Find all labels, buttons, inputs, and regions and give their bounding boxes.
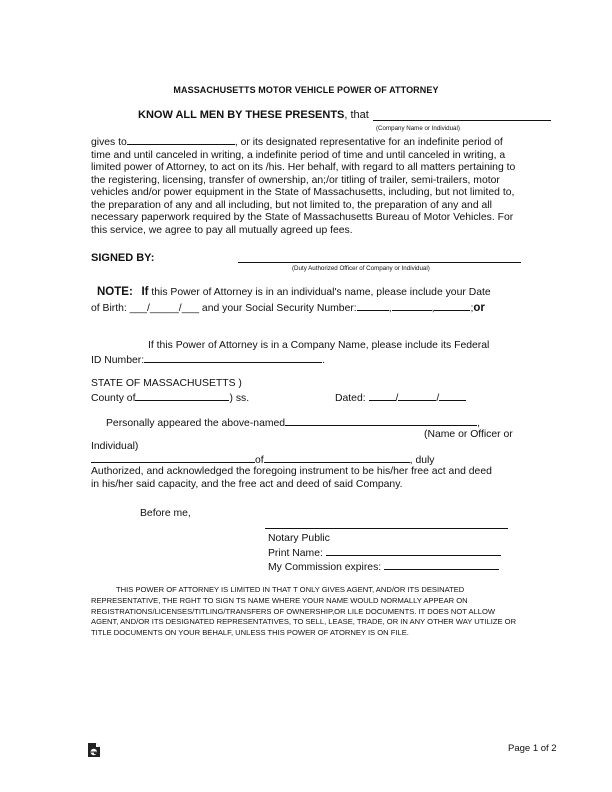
note-or: or <box>473 302 485 314</box>
print-name-line <box>268 546 501 561</box>
dated-line: Dated: / / <box>335 391 466 406</box>
signed-by-caption: (Duty Authorized Officer of Company or Individual) <box>292 265 430 272</box>
know-all-men-line <box>138 109 369 121</box>
county-ss: ) ss. <box>229 393 250 404</box>
gives-to-label: gives to <box>91 137 127 148</box>
appeared-name-field[interactable] <box>285 416 477 426</box>
authorization-text: , or its designated representative for an indefinite period of time and until canceled in writing, a indefinite period of time and until canceled in writing, a limited power of Attorney, to act on its /his. Her behalf, with regard to all matters pertaining to the registering, licensing, transfer of ownership, an;/or titling of trailer, semi-trailers, motor vehicles and/or power equipment in the State of Massachusetts, including, but not limited to, the preparation of any and all including, but not limited to, the preparation of any and all necessary paperwork required by the State of Massachusetts Bureau of Motor Vehicles. For this service, we agree to pay all mutually agreed up fees. <box>91 137 516 236</box>
dated-day-field[interactable] <box>398 391 436 401</box>
note-line-1 <box>97 286 491 298</box>
note-if: If <box>141 286 149 298</box>
appeared-label: Personally appeared the above-named <box>106 418 286 429</box>
commission-label: My Commission expires: <box>268 562 382 573</box>
company-of-field[interactable] <box>264 453 410 463</box>
before-me-label: Before me, <box>140 508 191 519</box>
print-name-label: Print Name: <box>268 548 323 559</box>
duly-label: , duly <box>409 455 435 466</box>
county-label: County of <box>91 393 136 404</box>
name-officer-caption-2: Individual) <box>91 441 139 452</box>
dated-month-field[interactable] <box>369 391 396 401</box>
ssn-field-3[interactable] <box>434 301 470 311</box>
signed-by-label: SIGNED BY: <box>91 252 155 264</box>
dated-label: Dated: <box>335 393 366 404</box>
officer-name-field[interactable] <box>91 453 255 463</box>
company-line-1: If this Power of Attorney is in a Company Name, please include its Federal <box>148 340 490 351</box>
company-name-caption: (Company Name or Individual) <box>376 125 460 132</box>
ssn-field-1[interactable] <box>357 301 389 311</box>
note-line-2: of Birth: ___/_____/___ and your Social Security Number: , , ;or <box>91 302 485 314</box>
federal-id-field[interactable] <box>144 353 322 363</box>
name-officer-caption-1: (Name or Officer or <box>424 429 513 440</box>
notary-signature-line[interactable] <box>265 528 508 529</box>
of-label: of <box>255 455 264 466</box>
know-all-men-heading: KNOW ALL MEN BY THESE PRESENTS <box>138 109 345 121</box>
note-text-1: this Power of Attorney is in an individual's name, please include your Date <box>151 287 491 298</box>
note-label: NOTE: <box>97 286 133 298</box>
page-number: Page 1 of 2 <box>508 743 557 754</box>
limitation-notice: THIS POWER OF ATTORNEY IS LIMITED IN THAT T ONLY GIVES AGENT, AND/OR ITS DESINATED REPRESENTATIVE, THE RGHT TO SIGN TS NAME WHERE YOUR NAME WOULD NORMALLY APPEAR ON REGISTRATIONS/LICENSES/TITLING/TRANSFERS OF OWNERSHIP,OR LILE DOCUMENTS. IT DOES NOT ALLOW AGENT, AND/OR ITS DESIGNATED REPRESENTATIVES, TO SELL, LEASE, TRADE, OR IN ANY OTHER WAY UTILIZE OR TITLE DOCUMENTS ON YOUR BEHALF, UNLESS THIS POWER OF ATORNEY IS ON FILE. <box>91 585 517 638</box>
authorized-line-1: Authorized, and acknowledged the foregoing instrument to be his/her free act and deed <box>91 466 492 477</box>
commission-line <box>268 560 499 575</box>
notary-public-label: Notary Public <box>268 533 330 544</box>
eforms-logo-icon <box>87 742 101 758</box>
federal-id-label: ID Number: <box>91 355 145 366</box>
signed-by-field[interactable] <box>238 252 521 263</box>
county-line <box>91 391 249 406</box>
know-suffix: , that <box>344 109 369 121</box>
dated-year-field[interactable] <box>439 391 466 401</box>
county-field[interactable] <box>135 391 229 401</box>
ssn-field-2[interactable] <box>392 301 432 311</box>
authorization-paragraph <box>91 135 525 237</box>
state-label: STATE OF MASSACHUSETTS ) <box>91 378 242 389</box>
company-name-field[interactable] <box>373 110 551 121</box>
authorized-line-2: in his/her said capacity, and the free act and deed of said Company. <box>91 479 403 490</box>
document-title: MASSACHUSETTS MOTOR VEHICLE POWER OF ATTORNEY <box>173 85 439 95</box>
company-line-2: ID Number: . <box>91 355 326 366</box>
commission-field[interactable] <box>384 560 499 570</box>
agent-name-field[interactable] <box>127 135 235 145</box>
note-text-2: of Birth: ___/_____/___ and your Social Security Number: <box>91 303 357 314</box>
appeared-line: Personally appeared the above-named , <box>106 418 480 429</box>
print-name-field[interactable] <box>326 546 501 556</box>
